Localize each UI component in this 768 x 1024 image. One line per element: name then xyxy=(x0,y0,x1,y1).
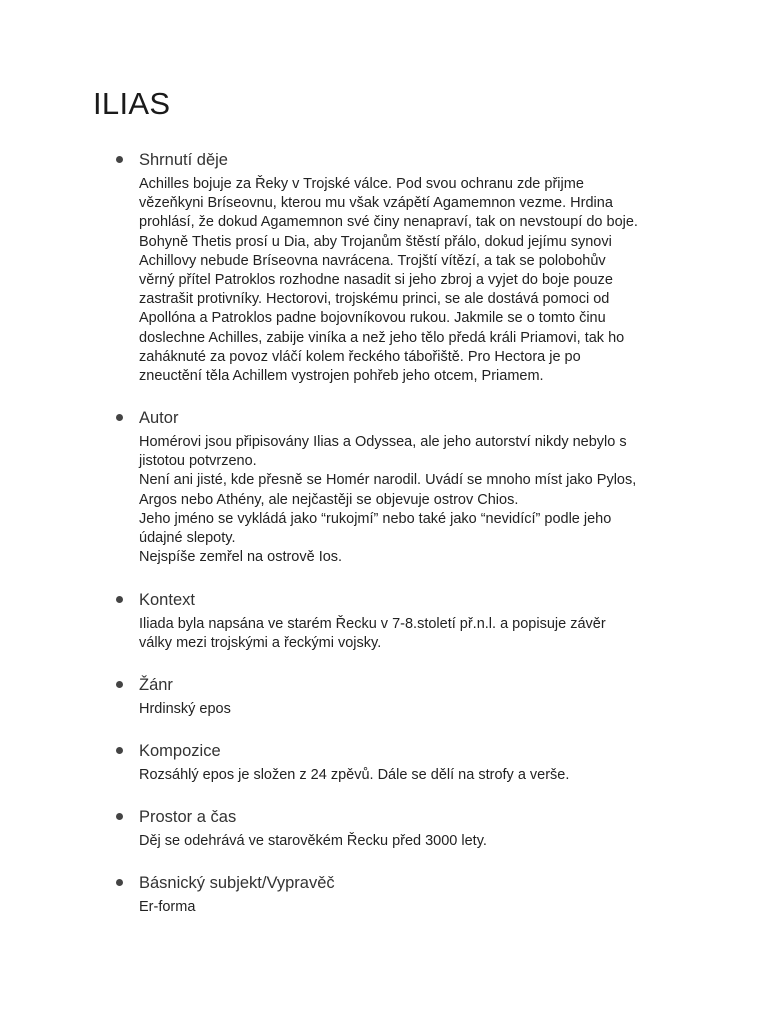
bullet-icon xyxy=(116,156,123,163)
section-body: Děj se odehrává ve starověkém Řecku před 3000 lety. xyxy=(139,833,487,849)
section-body: Achilles bojuje za Řeky v Trojské válce. Pod svou ochranu zde přijme vězeňkyni Bríseovnu, kterou mu však vzápětí Agamemnon vezme. Hrdina prohlásí, že dokud Agamemnon své činy nenapraví, tak on nevstoupí do boje. Bohyně Thetis prosí u Dia, aby Trojanům štěstí přálo, dokud jejímu synovi Achillovy nebude Bríseovna navrácena. Trojští vítězí, a tak se polobohův věrný přítel Patroklos rozhodne nasadit si jeho zbroj a vyjet do boje pouze zastrašit protivníky. Hectorovi, trojskému princi, se ale dostává pomoci od Apollóna a Patroklos padne bojovníkovou rukou. Jakmile se o tomto činu doslechne Achilles, zabije viníka a než jeho tělo předá králi Priamovi, tak ho zaháknuté za povoz vláčí kolem řeckého tábořiště. Pro Hectora je po zneuctění těla Achillem vystrojen pohřeb jeho otcem, Priamem. xyxy=(139,176,638,385)
bullet-icon xyxy=(116,813,123,820)
section-heading: Básnický subjekt/Vypravěč xyxy=(139,874,335,892)
section-body: Er-forma xyxy=(139,899,196,915)
section-basnicky-subjekt xyxy=(0,872,768,915)
section-body: Hrdinský epos xyxy=(139,701,231,717)
section-zanr xyxy=(0,674,768,717)
bullet-icon xyxy=(116,747,123,754)
section-heading: Autor xyxy=(139,409,179,427)
section-body: Iliada byla napsána ve starém Řecku v 7-8.století př.n.l. a popisuje závěr války mezi trojskými a řeckými vojsky. xyxy=(139,616,606,652)
section-autor xyxy=(0,407,768,566)
section-kompozice xyxy=(0,740,768,783)
bullet-icon xyxy=(116,681,123,688)
section-heading: Prostor a čas xyxy=(139,808,237,826)
section-shrnuti-deje xyxy=(0,149,768,385)
section-heading: Kompozice xyxy=(139,742,221,760)
section-heading: Shrnutí děje xyxy=(139,151,228,169)
document-title: ILIAS xyxy=(93,86,171,121)
section-body: Rozsáhlý epos je složen z 24 zpěvů. Dále se dělí na strofy a verše. xyxy=(139,767,570,783)
section-body: Homérovi jsou připisovány Ilias a Odyssea, ale jeho autorství nikdy nebylo s jistotou potvrzeno. Není ani jisté, kde přesně se Homér narodil. Uvádí se mnoho míst jako Pylos, Argos nebo Athény, ale nejčastěji se objevuje ostrov Chios. Jeho jméno se vykládá jako “rukojmí” nebo také jako “nevidící” podle jeho údajné slepoty. Nejspíše zemřel na ostrově Ios. xyxy=(139,434,637,566)
bullet-icon xyxy=(116,879,123,886)
section-heading: Žánr xyxy=(139,676,173,694)
bullet-icon xyxy=(116,414,123,421)
bullet-icon xyxy=(116,596,123,603)
section-heading: Kontext xyxy=(139,591,195,609)
section-prostor-a-cas xyxy=(0,806,768,849)
section-kontext xyxy=(0,589,768,652)
